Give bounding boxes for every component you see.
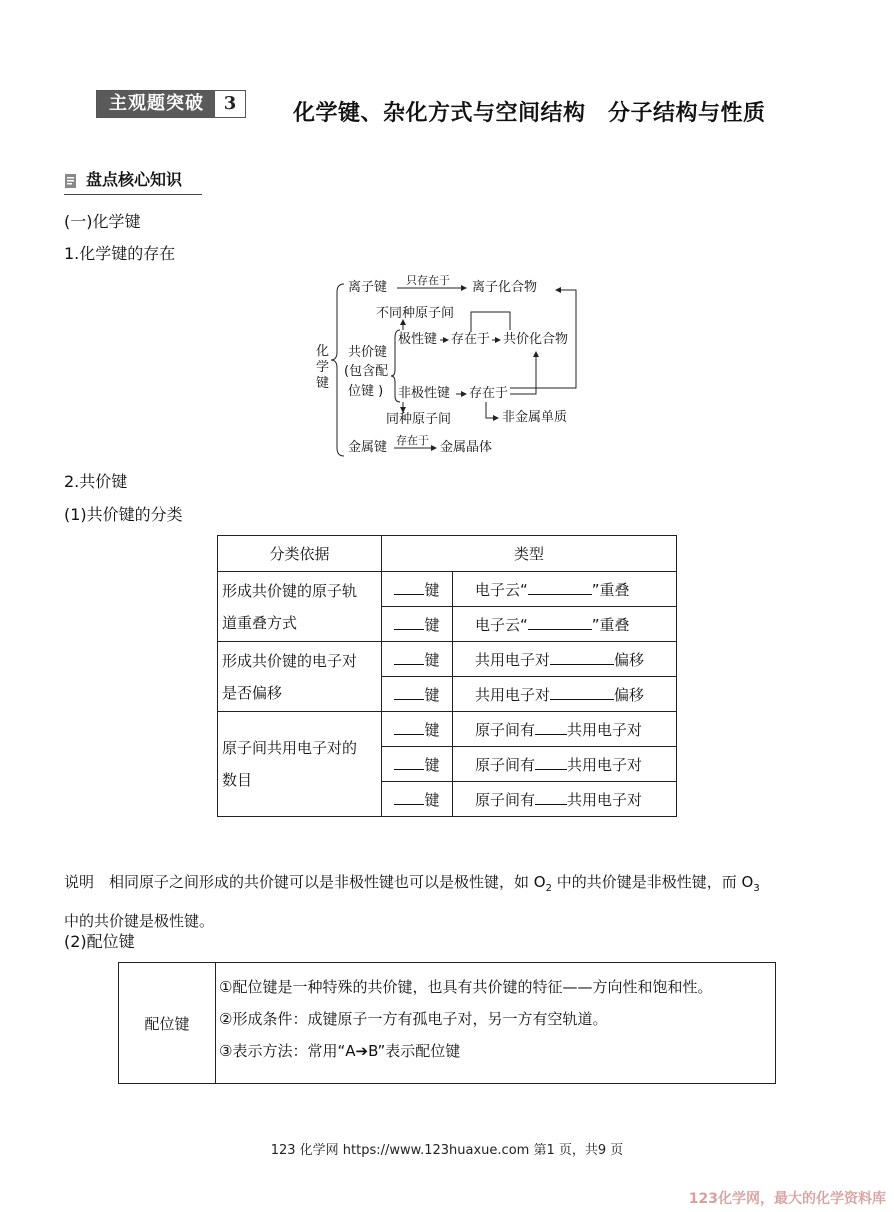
type-cell	[453, 782, 677, 817]
desc-text: 偏移	[614, 685, 645, 704]
page-footer: 123 化学网 https://www.123huaxue.com 第1 页，共9 页	[270, 1143, 624, 1158]
nonpolar-bond-label: 非极性键	[398, 386, 451, 401]
document-icon	[64, 173, 78, 189]
incl-coord-label-1: (包含配	[344, 364, 389, 379]
answer-blank[interactable]	[535, 720, 567, 735]
coord-item-text: B”表示配位键	[368, 1042, 461, 1060]
answer-blank[interactable]	[394, 650, 424, 665]
basis-line: 是否偏移	[222, 683, 283, 702]
right-arrow-icon: ➔	[355, 1042, 369, 1060]
same-atoms-label: 同种原子间	[386, 412, 452, 427]
bond-existence-diagram	[308, 272, 608, 462]
different-atoms-label: 不同种原子间	[376, 306, 455, 321]
note-text: 中的共价键是非极性键，而 O	[551, 873, 754, 891]
subheading-coordinate: (2)配位键	[64, 932, 135, 951]
topic-badge	[96, 90, 246, 118]
badge-label: 主观题突破	[97, 91, 214, 117]
bond-label: 键	[424, 720, 440, 739]
desc-text: 原子间有	[475, 790, 536, 809]
note-paragraph	[64, 866, 824, 937]
section-heading-text: 盘点核心知识	[86, 170, 183, 189]
coord-item: ②形成条件：成键原子一方有孤电子对，另一方有空轨道。	[219, 1010, 608, 1028]
note-subscript: 3	[753, 883, 760, 894]
watermark: 123化学网，最大的化学资料库	[688, 1191, 886, 1207]
bond-cell	[382, 747, 453, 782]
note-subscript: 2	[545, 883, 552, 894]
answer-blank[interactable]	[394, 685, 424, 700]
table-header-row	[218, 536, 677, 572]
answer-blank[interactable]	[550, 650, 614, 665]
bond-cell	[382, 572, 453, 607]
answer-blank[interactable]	[394, 615, 424, 630]
answer-blank[interactable]	[550, 685, 614, 700]
coordinate-bond-table	[118, 962, 776, 1084]
bond-cell	[382, 712, 453, 747]
type-cell	[453, 607, 677, 642]
desc-text: 偏移	[614, 650, 645, 669]
basis-line: 形成共价键的电子对	[222, 651, 358, 670]
exists-in-label-1: 存在于	[451, 332, 491, 347]
answer-blank[interactable]	[528, 615, 592, 630]
desc-text: 共用电子对	[475, 685, 551, 704]
ionic-compound-label: 离子化合物	[472, 280, 538, 295]
nonmetal-element-label: 非金属单质	[502, 410, 568, 425]
answer-blank[interactable]	[394, 755, 424, 770]
answer-blank[interactable]	[535, 755, 567, 770]
desc-text: 共用电子对	[567, 755, 643, 774]
coord-item	[219, 1035, 775, 1067]
bond-cell	[382, 607, 453, 642]
desc-text: ”重叠	[591, 615, 630, 634]
bond-cell	[382, 782, 453, 817]
basis-cell	[218, 572, 382, 642]
type-cell	[453, 642, 677, 677]
header-type: 类型	[382, 536, 677, 572]
type-cell	[453, 572, 677, 607]
exists-in-label-2: 存在于	[469, 386, 509, 401]
bond-cell	[382, 677, 453, 712]
desc-text: ”重叠	[591, 580, 630, 599]
answer-blank[interactable]	[535, 790, 567, 805]
covalent-compound-label: 共价化合物	[503, 332, 569, 347]
section-heading	[64, 170, 202, 195]
basis-line: 形成共价键的原子轨	[222, 581, 358, 600]
coord-name-cell: 配位键	[119, 963, 216, 1084]
note-text: 中的共价键是极性键。	[64, 912, 215, 930]
desc-text: 共用电子对	[567, 720, 643, 739]
subheading-classification: (1)共价键的分类	[64, 505, 183, 524]
desc-text: 共用电子对	[475, 650, 551, 669]
basis-cell	[218, 642, 382, 712]
ionic-bond-label: 离子键	[348, 280, 388, 295]
basis-line: 道重叠方式	[222, 613, 298, 632]
bond-label: 键	[424, 790, 440, 809]
type-cell	[453, 747, 677, 782]
coord-item-text: ③表示方法：常用“A	[219, 1042, 356, 1060]
subheading-bond-existence: 1.化学键的存在	[64, 244, 176, 263]
coord-item: ①配位键是一种特殊的共价键，也具有共价键的特征——方向性和饱和性。	[219, 978, 713, 996]
note-text: 说明 相同原子之间形成的共价键可以是非极性键也可以是极性键，如 O	[64, 873, 546, 891]
desc-text: 电子云“	[475, 580, 528, 599]
table-row	[119, 963, 776, 1084]
badge-number: 3	[214, 91, 245, 117]
page-title: 化学键、杂化方式与空间结构 分子结构与性质	[293, 101, 766, 126]
exists-in-label-3: 存在于	[396, 434, 429, 447]
main-brace	[331, 284, 344, 456]
table-row	[218, 712, 677, 747]
answer-blank[interactable]	[528, 580, 592, 595]
incl-coord-label-2: 位键 )	[348, 384, 384, 399]
coord-items-cell	[216, 963, 776, 1084]
polar-bond-label: 极性键	[398, 332, 438, 347]
table-row	[218, 642, 677, 677]
answer-blank[interactable]	[394, 580, 424, 595]
subheading-covalent: 2.共价键	[64, 472, 128, 491]
bond-cell	[382, 642, 453, 677]
desc-text: 原子间有	[475, 755, 536, 774]
classification-table	[217, 535, 677, 817]
bond-label: 键	[424, 685, 440, 704]
bond-label: 键	[424, 580, 440, 599]
type-cell	[453, 712, 677, 747]
diagram-root-2: 学	[316, 360, 330, 375]
only-exists-in-label: 只存在于	[406, 274, 450, 287]
header-basis: 分类依据	[218, 536, 382, 572]
bond-label: 键	[424, 650, 440, 669]
answer-blank[interactable]	[394, 790, 424, 805]
metallic-bond-label: 金属键	[348, 440, 388, 455]
bond-label: 键	[424, 755, 440, 774]
desc-text: 电子云“	[475, 615, 528, 634]
metallic-crystal-label: 金属晶体	[440, 440, 493, 455]
type-cell	[453, 677, 677, 712]
diagram-root-3: 键	[316, 376, 330, 391]
diagram-root-1: 化	[316, 344, 330, 359]
covalent-bond-label: 共价键	[348, 345, 388, 360]
answer-blank[interactable]	[394, 720, 424, 735]
basis-line: 原子间共用电子对的	[222, 739, 358, 757]
part-heading: (一)化学键	[64, 212, 141, 231]
table-row	[218, 572, 677, 607]
desc-text: 原子间有	[475, 720, 536, 739]
basis-line: 数目	[222, 771, 253, 789]
desc-text: 共用电子对	[567, 790, 643, 809]
basis-cell	[218, 712, 382, 817]
bond-label: 键	[424, 615, 440, 634]
